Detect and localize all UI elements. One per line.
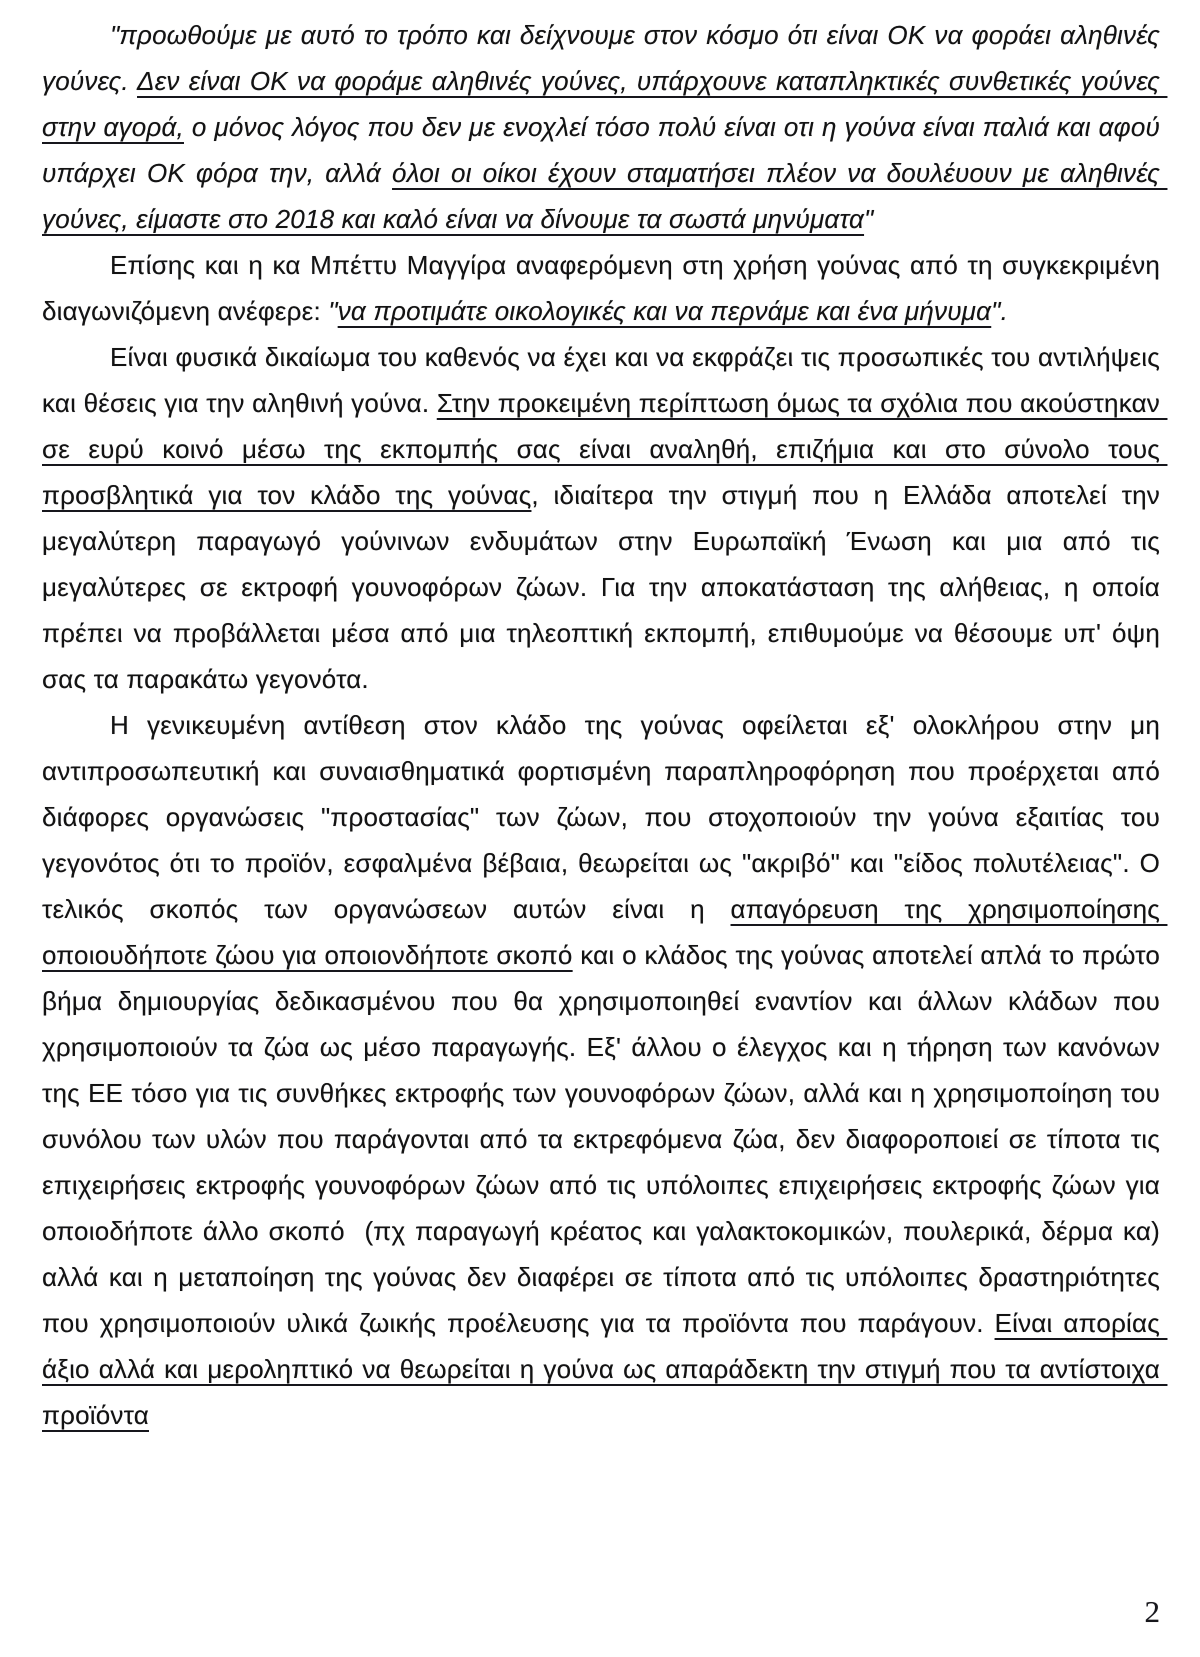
- paragraph: [42, 242, 1168, 334]
- paragraph: [42, 12, 1168, 242]
- text-run: ": [328, 296, 338, 326]
- page-number: 2: [1144, 1594, 1160, 1629]
- underlined-text-run: Είναι απορίας άξιο αλλά και μεροληπτικό να θεωρείται η γούνα ως απαράδεκτη την στιγμή που τα αντίστοιχα προϊόντα: [42, 1308, 1168, 1430]
- text-run: Επίσης και η κα Μπέττυ Μαγγίρα αναφερόμενη στη χρήση γούνας από τη συγκεκριμένη διαγωνιζόμενη ανέφερε:: [42, 250, 1168, 326]
- text-run: ".: [991, 296, 1009, 326]
- text-run: , ιδιαίτερα την στιγμή που η Ελλάδα αποτελεί την μεγαλύτερη παραγωγό γούνινων ενδυμάτων στην Ευρωπαϊκή Ένωση και μια από τις μεγαλύτερες σε εκτροφή γουνοφόρων ζώων. Για την αποκατάσταση της αλήθειας, η οποία πρέπει να προβάλλεται μέσα από μια τηλεοπτική εκπομπή, επιθυμούμε να θέσουμε υπ' όψη σας τα παρακάτω γεγονότα.: [42, 480, 1168, 694]
- underlined-text-run: Δεν είναι ΟΚ να φοράμε αληθινές γούνες, υπάρχουνε καταπληκτικές συνθετικές γούνες στην αγορά,: [42, 66, 1168, 142]
- text-run: Είναι φυσικά δικαίωμα του καθενός να έχει και να εκφράζει τις προσωπικές του αντιλήψεις και θέσεις για την αληθινή γούνα.: [42, 342, 1168, 418]
- underlined-text-run: Στην προκειμένη περίπτωση όμως τα σχόλια που ακούστηκαν σε ευρύ κοινό μέσω της εκπομπής σας είναι αναληθή, επιζήμια και στο σύνολο τους προσβλητικά για τον κλάδο της γούνας: [42, 388, 1168, 510]
- text-run: Η γενικευμένη αντίθεση στον κλάδο της γούνας οφείλεται εξ' ολοκλήρου στην μη αντιπροσωπευτική και συναισθηματικά φορτισμένη παραπληροφόρηση που προέρχεται από διάφορες οργανώσεις "προστασίας" των ζώων, που στοχοποιούν την γούνα εξαιτίας του γεγονότος ότι το προϊόν, εσφαλμένα βέβαια, θεωρείται ως "ακριβό" και "είδος πολυτέλειας". Ο τελικός σκοπός των οργανώσεων αυτών είναι η: [42, 710, 1168, 924]
- underlined-text-run: απαγόρευση της χρησιμοποίησης οποιουδήποτε ζώου για οποιονδήποτε σκοπό: [42, 894, 1168, 970]
- document-body: [42, 12, 1168, 1438]
- underlined-text-run: να προτιμάτε οικολογικές και να περνάμε και ένα μήνυμα: [337, 296, 992, 326]
- paragraph: [42, 702, 1168, 1438]
- text-run: "προωθούμε με αυτό το τρόπο και δείχνουμε στον κόσμο ότι είναι ΟΚ να φοράει αληθινές γούνες.: [42, 20, 1168, 96]
- underlined-text-run: όλοι οι οίκοι έχουν σταματήσει πλέον να δουλέυουν με αληθινές γούνες, είμαστε στο 2018 και καλό είναι να δίνουμε τα σωστά μηνύματα: [42, 158, 1168, 234]
- text-run: ο μόνος λόγος που δεν με ενοχλεί τόσο πολύ είναι οτι η γούνα είναι παλιά και αφού υπάρχει ΟΚ φόρα την, αλλά: [42, 112, 1168, 188]
- text-run: και ο κλάδος της γούνας αποτελεί απλά το πρώτο βήμα δημιουργίας δεδικασμένου που θα χρησιμοποιηθεί εναντίον και άλλων κλάδων που χρησιμοποιούν τα ζώα ως μέσο παραγωγής. Εξ' άλλου ο έλεγχος και η τήρηση των κανόνων της ΕΕ τόσο για τις συνθήκες εκτροφής των γουνοφόρων ζώων, αλλά και η χρησιμοποίηση του συνόλου των υλών που παράγονται από τα εκτρεφόμενα ζώα, δεν διαφοροποιεί σε τίποτα τις επιχειρήσεις εκτροφής γουνοφόρων ζώων από τις υπόλοιπες επιχειρήσεις εκτροφής ζώων για οποιοδήποτε άλλο σκοπό (πχ παραγωγή κρέατος και γαλακτοκομικών, πουλερικά, δέρμα κα) αλλά και η μεταποίηση της γούνας δεν διαφέρει σε τίποτα από τις υπόλοιπες δραστηριότητες που χρησιμοποιούν υλικά ζωικής προέλευσης για τα προϊόντα που παράγουν.: [42, 940, 1168, 1338]
- paragraph: [42, 334, 1168, 702]
- text-run: ": [864, 204, 874, 234]
